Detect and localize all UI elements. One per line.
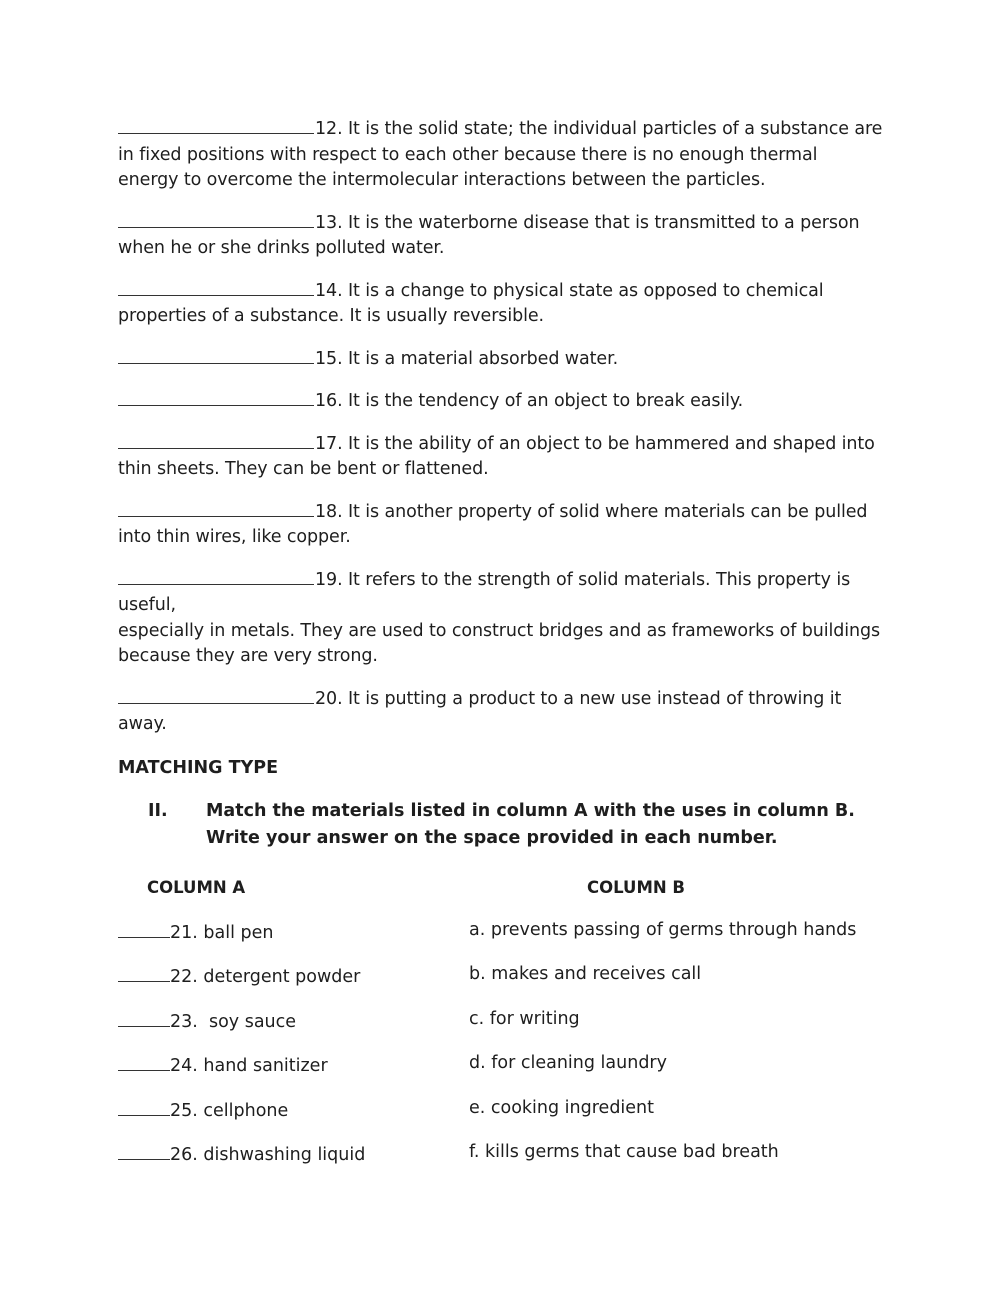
answer-blank[interactable] (118, 686, 314, 704)
column-a-item: 26. dishwashing liquid (118, 1142, 365, 1165)
answer-blank[interactable] (118, 278, 314, 296)
question-16: 16. It is the tendency of an object to break easily. (118, 388, 888, 415)
match-row (118, 1009, 888, 1054)
column-a-item: 22. detergent powder (118, 964, 360, 987)
match-row (118, 964, 888, 1009)
question-20: 20. It is putting a product to a new use instead of throwing it away. (118, 686, 888, 738)
matching-list (118, 920, 888, 1188)
question-14: 14. It is a change to physical state as opposed to chemical properties of a substance. It is usually reversible. (118, 278, 888, 330)
answer-blank[interactable] (118, 567, 314, 585)
answer-blank[interactable] (118, 431, 314, 449)
question-19: 19. It refers to the strength of solid materials. This property is useful, especially in metals. They are used to construct bridges and as frameworks of buildings because they are very strong. (118, 567, 888, 670)
match-row (118, 1098, 888, 1143)
question-15: 15. It is a material absorbed water. (118, 346, 888, 373)
answer-blank[interactable] (118, 499, 314, 517)
column-a-item: 21. ball pen (118, 920, 273, 943)
column-b-item: b. makes and receives call (469, 964, 702, 985)
match-answer-blank[interactable] (118, 1053, 170, 1071)
section-title: MATCHING TYPE (118, 757, 279, 778)
match-answer-blank[interactable] (118, 920, 170, 938)
column-b-item: f. kills germs that cause bad breath (469, 1142, 779, 1163)
match-row (118, 1053, 888, 1098)
column-b-item: a. prevents passing of germs through hands (469, 919, 857, 940)
match-answer-blank[interactable] (118, 1098, 170, 1116)
match-row (118, 920, 888, 965)
column-a-item: 25. cellphone (118, 1098, 288, 1121)
column-b-item: d. for cleaning laundry (469, 1053, 667, 1074)
worksheet-page (118, 116, 888, 1187)
instruction-number: II. (148, 800, 168, 821)
match-answer-blank[interactable] (118, 1142, 170, 1160)
answer-blank[interactable] (118, 346, 314, 364)
column-b-item: e. cooking ingredient (469, 1097, 655, 1118)
column-b-item: c. for writing (469, 1008, 580, 1029)
match-answer-blank[interactable] (118, 1009, 170, 1027)
column-headers (118, 878, 888, 908)
match-row (118, 1142, 888, 1187)
question-12: 12. It is the solid state; the individual particles of a substance are in fixed positions with respect to each other because there is no enough thermal energy to overcome the intermolecular interactions between the particles. (118, 116, 888, 194)
question-17: 17. It is the ability of an object to be hammered and shaped into thin sheets. They can be bent or flattened. (118, 431, 888, 483)
answer-blank[interactable] (118, 210, 314, 228)
answer-blank[interactable] (118, 116, 314, 134)
column-a-header: COLUMN A (147, 877, 246, 897)
instruction-text: Match the materials listed in column A with the uses in column B. Write your answer on the space provided in each number. (206, 800, 855, 848)
instruction (148, 798, 888, 852)
column-b-header: COLUMN B (587, 877, 686, 897)
column-a-item: 23. soy sauce (118, 1009, 296, 1032)
question-18: 18. It is another property of solid where materials can be pulled into thin wires, like copper. (118, 499, 888, 551)
match-answer-blank[interactable] (118, 964, 170, 982)
question-13: 13. It is the waterborne disease that is transmitted to a person when he or she drinks polluted water. (118, 210, 888, 262)
column-a-item: 24. hand sanitizer (118, 1053, 328, 1076)
answer-blank[interactable] (118, 388, 314, 406)
